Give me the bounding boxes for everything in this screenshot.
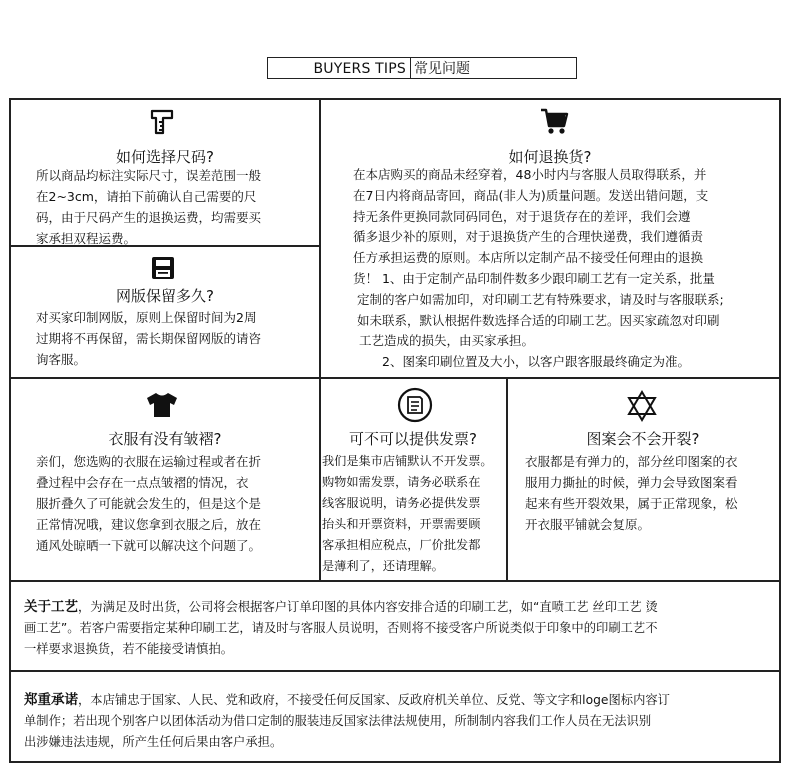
divider-h-row3 xyxy=(11,670,779,672)
craft-section xyxy=(24,597,776,660)
text-line xyxy=(24,690,776,711)
wrinkle-text xyxy=(36,451,318,556)
return-title: 如何退换货? xyxy=(508,148,592,166)
screen-text xyxy=(36,307,316,370)
crack-text xyxy=(525,451,779,535)
star-of-david-icon xyxy=(626,390,658,422)
text-line: 是薄利了，还请理解。 xyxy=(322,559,444,573)
text-line xyxy=(24,597,776,618)
text-line: 购物如需发票，请务必联系在 xyxy=(322,475,481,489)
text-line: 循多退少补的原则，对于退换货产生的合理快递费，我们遵循责 xyxy=(353,229,704,245)
text-line: 在本店购买的商品未经穿着，48小时内与客服人员取得联系，并 xyxy=(353,167,707,182)
text-line: 过期将不再保留，需长期保留网版的请咨 xyxy=(36,331,262,346)
text-line: 任方承担运费的原则。本店所以定制产品不接受任何理由的退换 xyxy=(353,250,704,266)
text-line: 在2~3cm，请拍下前确认自己需要的尺 xyxy=(36,189,257,204)
text-line: 亲们，您选购的衣服在运输过程或者在折 xyxy=(36,454,262,469)
promise-label: 郑重承诺 xyxy=(24,692,78,708)
screen-title: 网版保留多久? xyxy=(116,287,214,305)
wrinkle-title: 衣服有没有皱褶? xyxy=(108,430,222,448)
title-english: BUYERS TIPS xyxy=(268,58,411,78)
divider-h-row1 xyxy=(11,377,779,379)
text-line: 一样要求退换货，若不能接受请慎拍。 xyxy=(24,642,234,656)
text-line: 画工艺”。若客户需要指定某种印刷工艺，请及时与客服人员说明，否则将不接受客户所说类似于印象中的印刷工艺不 xyxy=(24,621,658,635)
invoice-text xyxy=(322,451,506,577)
text-line: 码，由于尺码产生的退换运费，均需要买 xyxy=(36,210,262,225)
text-line: 货！ 1、由于定制产品印制件数多少跟印刷工艺有一定关系，批量 xyxy=(353,270,715,286)
size-text xyxy=(36,165,316,249)
divider-v-right xyxy=(506,378,508,580)
text-line: 所以商品均标注实际尺寸，误差范围一般 xyxy=(36,168,262,183)
text-line: 如未联系，默认根据件数选择合适的印刷工艺。因买家疏忽对印刷 xyxy=(357,312,720,328)
text-line: 通风处晾晒一下就可以解决这个问题了。 xyxy=(36,538,262,553)
text-line: 单制作；若出现个别客户以团体活动为借口定制的服装违反国家法律法规使用，所制制内容我们工作人员在无法识别 xyxy=(24,714,652,728)
text-line: 服用力撕扯的时候，弹力会导致图案看 xyxy=(525,475,738,490)
text-line: 询客服。 xyxy=(36,352,87,367)
text-line: 持无条件更换同款同码同色，对于退货存在的差评，我们会遵 xyxy=(353,208,691,224)
craft-label: 关于工艺 xyxy=(24,599,78,615)
text-line: 2、图案印刷位置及大小，以客户跟客服最终确定为准。 xyxy=(382,354,690,370)
save-disk-icon xyxy=(150,255,176,281)
text-line: 工艺造成的损失，由买家承担。 xyxy=(359,333,535,349)
craft-line-1: ，为满足及时出货，公司将会根据客户订单印图的具体内容安排合适的印刷工艺，如“直喷工艺 丝印工艺 烫 xyxy=(78,600,658,614)
text-line: 起来有些开裂效果，属于正常现象，松 xyxy=(525,496,738,511)
tshirt-icon xyxy=(145,391,179,419)
text-line: 家承担双程运费。 xyxy=(36,231,137,246)
text-line: 我们是集市店铺默认不开发票。 xyxy=(322,454,493,468)
crack-title: 图案会不会开裂? xyxy=(586,430,700,448)
size-title: 如何选择尺码? xyxy=(116,148,214,166)
invoice-icon xyxy=(397,387,433,423)
text-line: 服折叠久了可能就会发生的，但是这个是 xyxy=(36,496,262,511)
text-line: 开衣服平铺就会复原。 xyxy=(525,517,651,532)
ruler-icon xyxy=(148,108,176,136)
text-line: 出涉嫌违法违规，所产生任何后果由客户承担。 xyxy=(24,735,283,749)
return-text xyxy=(353,165,778,373)
text-line: 在7日内将商品寄回，商品(非人为)质量问题。发送出错问题，支 xyxy=(353,187,709,203)
shopping-cart-icon xyxy=(539,106,569,136)
divider-v-main xyxy=(319,100,321,580)
buyers-tips-title xyxy=(267,57,577,79)
promise-line-1: ，本店铺忠于国家、人民、党和政府，不接受任何反国家、反政府机关单位、反党、等文字和loge图标内容订 xyxy=(78,693,670,707)
text-line: 叠过程中会存在一点点皱褶的情况，衣 xyxy=(36,475,249,490)
text-line: 衣服都是有弹力的，部分丝印图案的衣 xyxy=(525,454,738,469)
text-line: 线客服说明，请务必提供发票 xyxy=(322,496,481,510)
invoice-title: 可不可以提供发票? xyxy=(349,430,477,448)
promise-section xyxy=(24,690,776,753)
text-line: 抬头和开票资料，开票需要顾 xyxy=(322,517,481,531)
text-line: 对买家印制网版，原则上保留时间为2周 xyxy=(36,310,257,325)
text-line: 正常情况哦，建议您拿到衣服之后，放在 xyxy=(36,517,262,532)
title-chinese: 常见问题 xyxy=(414,61,470,77)
divider-h-row2 xyxy=(11,580,779,582)
text-line: 客承担相应税点，厂价批发都 xyxy=(322,538,481,552)
text-line: 定制的客户如需加印，对印刷工艺有特殊要求，请及时与客服联系; xyxy=(357,291,724,307)
